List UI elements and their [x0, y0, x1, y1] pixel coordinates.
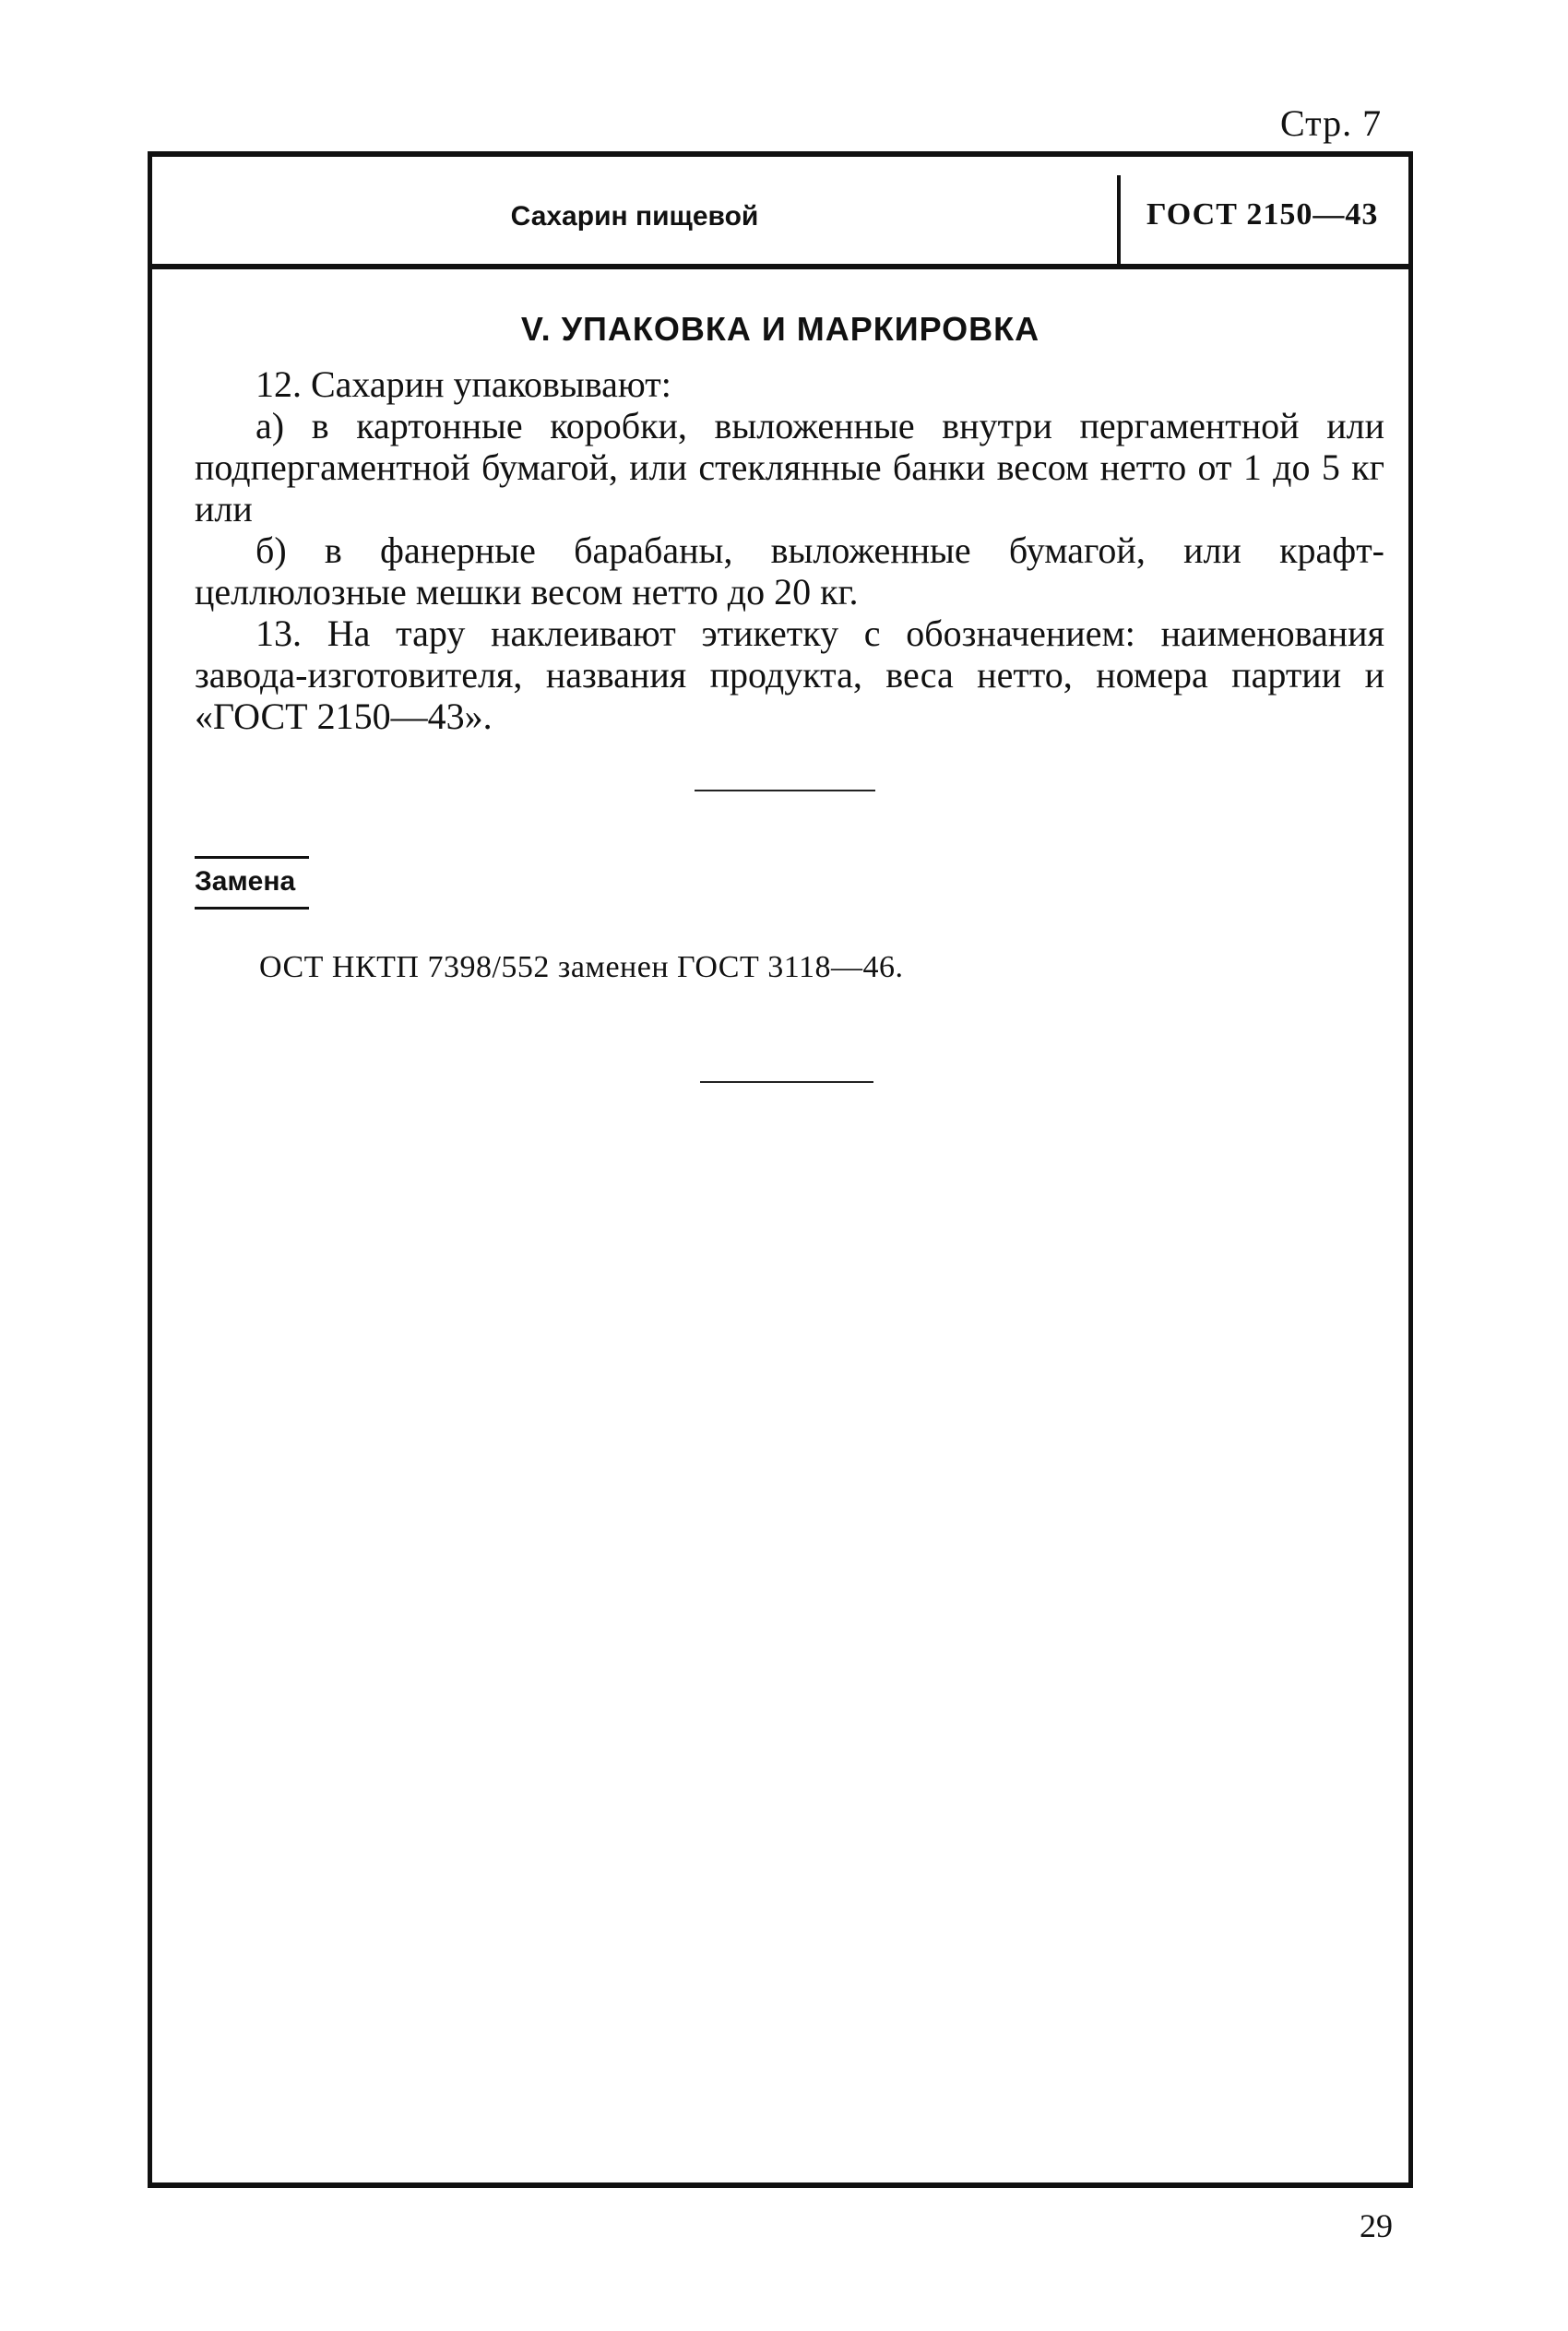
section-separator — [695, 790, 875, 791]
page-label-top: Стр. 7 — [1280, 102, 1383, 144]
document-title: Сахарин пищевой — [510, 201, 759, 232]
standard-number: ГОСТ 2150—43 — [1146, 197, 1379, 232]
replacement-label-box — [195, 856, 309, 910]
end-separator — [700, 1081, 873, 1083]
page-frame — [148, 151, 1413, 2188]
replacement-bottom-rule — [195, 907, 309, 910]
paragraph-13: 13. На тару наклеивают этикетку с обозначением: наименования завода-изготовителя, названия продукта, веса нетто, номера партии и «ГОСТ 2150—43». — [195, 612, 1384, 737]
replacement-text: ОСТ НКТП 7398/552 заменен ГОСТ 3118—46. — [259, 950, 904, 984]
section-heading: V. УПАКОВКА И МАРКИРОВКА — [520, 310, 1040, 348]
paragraph-12a: а) в картонные коробки, выложенные внутри пергаментной или подпергаментной бумагой, или стеклянные банки весом нетто от 1 до 5 кг или — [195, 405, 1384, 529]
paragraph-12b: б) в фанерные барабаны, выложенные бумагой, или крафт-целлюлозные мешки весом нетто до 20 кг. — [195, 529, 1384, 612]
header-divider — [1117, 175, 1121, 266]
section-body — [195, 363, 1384, 737]
header-band — [152, 157, 1408, 269]
replacement-label: Замена — [195, 866, 296, 897]
paragraph-12: 12. Сахарин упаковывают: — [255, 363, 671, 405]
page-number-bottom: 29 — [1360, 2207, 1393, 2244]
